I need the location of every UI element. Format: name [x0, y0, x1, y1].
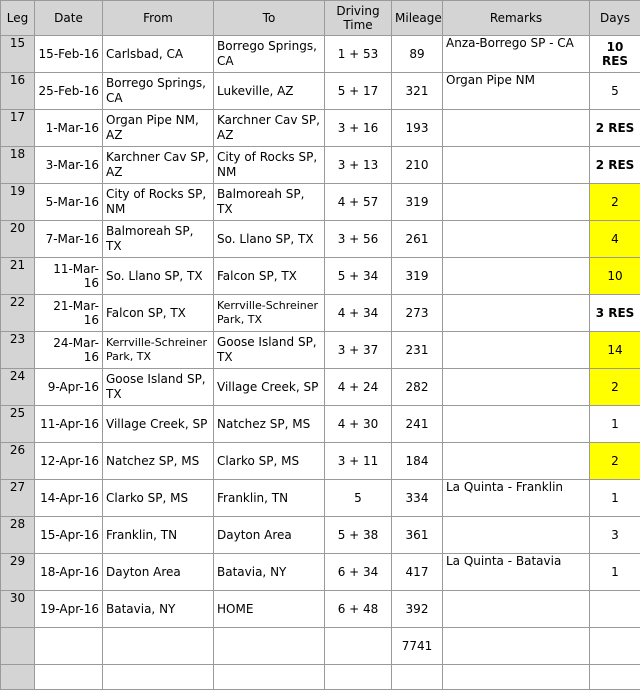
remarks-cell — [443, 591, 590, 628]
table-row — [1, 554, 640, 591]
table-row — [1, 480, 640, 517]
to-cell: Village Creek, SP — [214, 369, 325, 406]
leg-cell: 18 — [1, 147, 35, 184]
remarks-cell — [443, 221, 590, 258]
total-leg-cell — [1, 628, 35, 665]
total-empty-cell — [103, 628, 214, 665]
to-cell: So. Llano SP, TX — [214, 221, 325, 258]
days-cell: 4 — [590, 221, 640, 258]
blank-cell — [214, 665, 325, 690]
blank-cell — [35, 665, 103, 690]
total-empty-cell — [214, 628, 325, 665]
to-cell: City of Rocks SP, NM — [214, 147, 325, 184]
date-cell: 25-Feb-16 — [35, 73, 103, 110]
total-empty-cell — [590, 628, 640, 665]
days-cell: 2 RES — [590, 147, 640, 184]
date-cell: 7-Mar-16 — [35, 221, 103, 258]
leg-cell: 29 — [1, 554, 35, 591]
remarks-cell — [443, 406, 590, 443]
driving-time-cell: 6 + 48 — [325, 591, 392, 628]
from-cell: Village Creek, SP — [103, 406, 214, 443]
to-cell: Borrego Springs, CA — [214, 36, 325, 73]
total-empty-cell — [443, 628, 590, 665]
date-cell: 18-Apr-16 — [35, 554, 103, 591]
header-driving-time: Driving Time — [325, 1, 392, 36]
remarks-cell: La Quinta - Batavia — [443, 554, 590, 591]
from-cell: Goose Island SP, TX — [103, 369, 214, 406]
blank-cell — [392, 665, 443, 690]
to-cell: Kerrville-Schreiner Park, TX — [214, 295, 325, 332]
mileage-cell: 210 — [392, 147, 443, 184]
mileage-cell: 261 — [392, 221, 443, 258]
remarks-cell — [443, 369, 590, 406]
mileage-cell: 361 — [392, 517, 443, 554]
leg-cell: 26 — [1, 443, 35, 480]
total-mileage: 7741 — [392, 628, 443, 665]
leg-cell: 15 — [1, 36, 35, 73]
mileage-cell: 392 — [392, 591, 443, 628]
driving-time-cell: 3 + 16 — [325, 110, 392, 147]
mileage-cell: 273 — [392, 295, 443, 332]
date-cell: 19-Apr-16 — [35, 591, 103, 628]
driving-time-cell: 5 + 38 — [325, 517, 392, 554]
table-body — [1, 36, 640, 628]
blank-row — [1, 665, 640, 690]
driving-time-cell: 3 + 37 — [325, 332, 392, 369]
mileage-cell: 241 — [392, 406, 443, 443]
leg-cell: 25 — [1, 406, 35, 443]
from-cell: Clarko SP, MS — [103, 480, 214, 517]
remarks-cell — [443, 517, 590, 554]
remarks-cell — [443, 295, 590, 332]
days-cell: 10 — [590, 258, 640, 295]
mileage-cell: 319 — [392, 184, 443, 221]
days-cell: 10 RES — [590, 36, 640, 73]
date-cell: 3-Mar-16 — [35, 147, 103, 184]
mileage-cell: 184 — [392, 443, 443, 480]
date-cell: 11-Apr-16 — [35, 406, 103, 443]
table-row — [1, 591, 640, 628]
leg-cell: 28 — [1, 517, 35, 554]
table-row — [1, 332, 640, 369]
leg-cell: 16 — [1, 73, 35, 110]
remarks-cell: Organ Pipe NM — [443, 73, 590, 110]
mileage-cell: 231 — [392, 332, 443, 369]
days-cell: 1 — [590, 406, 640, 443]
remarks-cell — [443, 110, 590, 147]
from-cell: So. Llano SP, TX — [103, 258, 214, 295]
remarks-cell — [443, 443, 590, 480]
from-cell: Balmoreah SP, TX — [103, 221, 214, 258]
to-cell: Goose Island SP, TX — [214, 332, 325, 369]
total-empty-cell — [35, 628, 103, 665]
from-cell: Carlsbad, CA — [103, 36, 214, 73]
total-empty-cell — [325, 628, 392, 665]
table-row — [1, 369, 640, 406]
driving-time-cell: 1 + 53 — [325, 36, 392, 73]
mileage-cell: 417 — [392, 554, 443, 591]
from-cell: Kerrville-Schreiner Park, TX — [103, 332, 214, 369]
leg-cell: 19 — [1, 184, 35, 221]
from-cell: Batavia, NY — [103, 591, 214, 628]
mileage-cell: 89 — [392, 36, 443, 73]
remarks-cell: Anza-Borrego SP - CA — [443, 36, 590, 73]
table-row — [1, 295, 640, 332]
blank-cell — [325, 665, 392, 690]
driving-time-cell: 6 + 34 — [325, 554, 392, 591]
days-cell: 3 RES — [590, 295, 640, 332]
to-cell: Natchez SP, MS — [214, 406, 325, 443]
table-row — [1, 221, 640, 258]
mileage-cell: 334 — [392, 480, 443, 517]
driving-time-cell: 4 + 34 — [325, 295, 392, 332]
days-cell: 2 — [590, 184, 640, 221]
table-row — [1, 258, 640, 295]
blank-leg-cell — [1, 665, 35, 690]
date-cell: 15-Feb-16 — [35, 36, 103, 73]
table-row — [1, 147, 640, 184]
to-cell: Falcon SP, TX — [214, 258, 325, 295]
driving-time-cell: 4 + 30 — [325, 406, 392, 443]
leg-cell: 17 — [1, 110, 35, 147]
remarks-cell — [443, 184, 590, 221]
from-cell: Franklin, TN — [103, 517, 214, 554]
table-row — [1, 517, 640, 554]
table-row — [1, 73, 640, 110]
driving-time-cell: 4 + 57 — [325, 184, 392, 221]
date-cell: 5-Mar-16 — [35, 184, 103, 221]
date-cell: 24-Mar-16 — [35, 332, 103, 369]
to-cell: Karchner Cav SP, AZ — [214, 110, 325, 147]
days-cell: 2 RES — [590, 110, 640, 147]
date-cell: 1-Mar-16 — [35, 110, 103, 147]
driving-time-cell: 5 — [325, 480, 392, 517]
days-cell: 1 — [590, 554, 640, 591]
date-cell: 21-Mar-16 — [35, 295, 103, 332]
to-cell: Lukeville, AZ — [214, 73, 325, 110]
leg-cell: 30 — [1, 591, 35, 628]
remarks-cell — [443, 147, 590, 184]
table-row — [1, 36, 640, 73]
blank-cell — [103, 665, 214, 690]
header-date: Date — [35, 1, 103, 36]
days-cell: 5 — [590, 73, 640, 110]
header-remarks: Remarks — [443, 1, 590, 36]
date-cell: 9-Apr-16 — [35, 369, 103, 406]
leg-cell: 20 — [1, 221, 35, 258]
days-cell: 2 — [590, 443, 640, 480]
mileage-cell: 282 — [392, 369, 443, 406]
blank-cell — [443, 665, 590, 690]
remarks-cell — [443, 258, 590, 295]
from-cell: Organ Pipe NM, AZ — [103, 110, 214, 147]
from-cell: Borrego Springs, CA — [103, 73, 214, 110]
days-cell: 3 — [590, 517, 640, 554]
to-cell: HOME — [214, 591, 325, 628]
mileage-cell: 319 — [392, 258, 443, 295]
driving-time-cell: 3 + 56 — [325, 221, 392, 258]
from-cell: Natchez SP, MS — [103, 443, 214, 480]
from-cell: Karchner Cav SP, AZ — [103, 147, 214, 184]
mileage-cell: 321 — [392, 73, 443, 110]
from-cell: Falcon SP, TX — [103, 295, 214, 332]
driving-time-cell: 4 + 24 — [325, 369, 392, 406]
header-leg: Leg — [1, 1, 35, 36]
to-cell: Balmoreah SP, TX — [214, 184, 325, 221]
driving-time-cell: 5 + 34 — [325, 258, 392, 295]
leg-cell: 23 — [1, 332, 35, 369]
total-row — [1, 628, 640, 665]
leg-cell: 24 — [1, 369, 35, 406]
to-cell: Dayton Area — [214, 517, 325, 554]
blank-cell — [590, 665, 640, 690]
date-cell: 11-Mar-16 — [35, 258, 103, 295]
table-row — [1, 406, 640, 443]
from-cell: City of Rocks SP, NM — [103, 184, 214, 221]
leg-cell: 22 — [1, 295, 35, 332]
to-cell: Franklin, TN — [214, 480, 325, 517]
header-days: Days — [590, 1, 640, 36]
table-row — [1, 184, 640, 221]
leg-cell: 27 — [1, 480, 35, 517]
table-row — [1, 443, 640, 480]
to-cell: Clarko SP, MS — [214, 443, 325, 480]
date-cell: 12-Apr-16 — [35, 443, 103, 480]
table-row — [1, 110, 640, 147]
days-cell: 2 — [590, 369, 640, 406]
from-cell: Dayton Area — [103, 554, 214, 591]
driving-time-cell: 3 + 13 — [325, 147, 392, 184]
date-cell: 14-Apr-16 — [35, 480, 103, 517]
remarks-cell — [443, 332, 590, 369]
days-cell: 14 — [590, 332, 640, 369]
date-cell: 15-Apr-16 — [35, 517, 103, 554]
leg-cell: 21 — [1, 258, 35, 295]
header-to: To — [214, 1, 325, 36]
mileage-cell: 193 — [392, 110, 443, 147]
header-row — [1, 1, 640, 36]
header-mileage: Mileage — [392, 1, 443, 36]
header-from: From — [103, 1, 214, 36]
remarks-cell: La Quinta - Franklin — [443, 480, 590, 517]
driving-time-cell: 3 + 11 — [325, 443, 392, 480]
days-cell — [590, 591, 640, 628]
days-cell: 1 — [590, 480, 640, 517]
to-cell: Batavia, NY — [214, 554, 325, 591]
table-footer — [1, 628, 640, 690]
driving-time-cell: 5 + 17 — [325, 73, 392, 110]
